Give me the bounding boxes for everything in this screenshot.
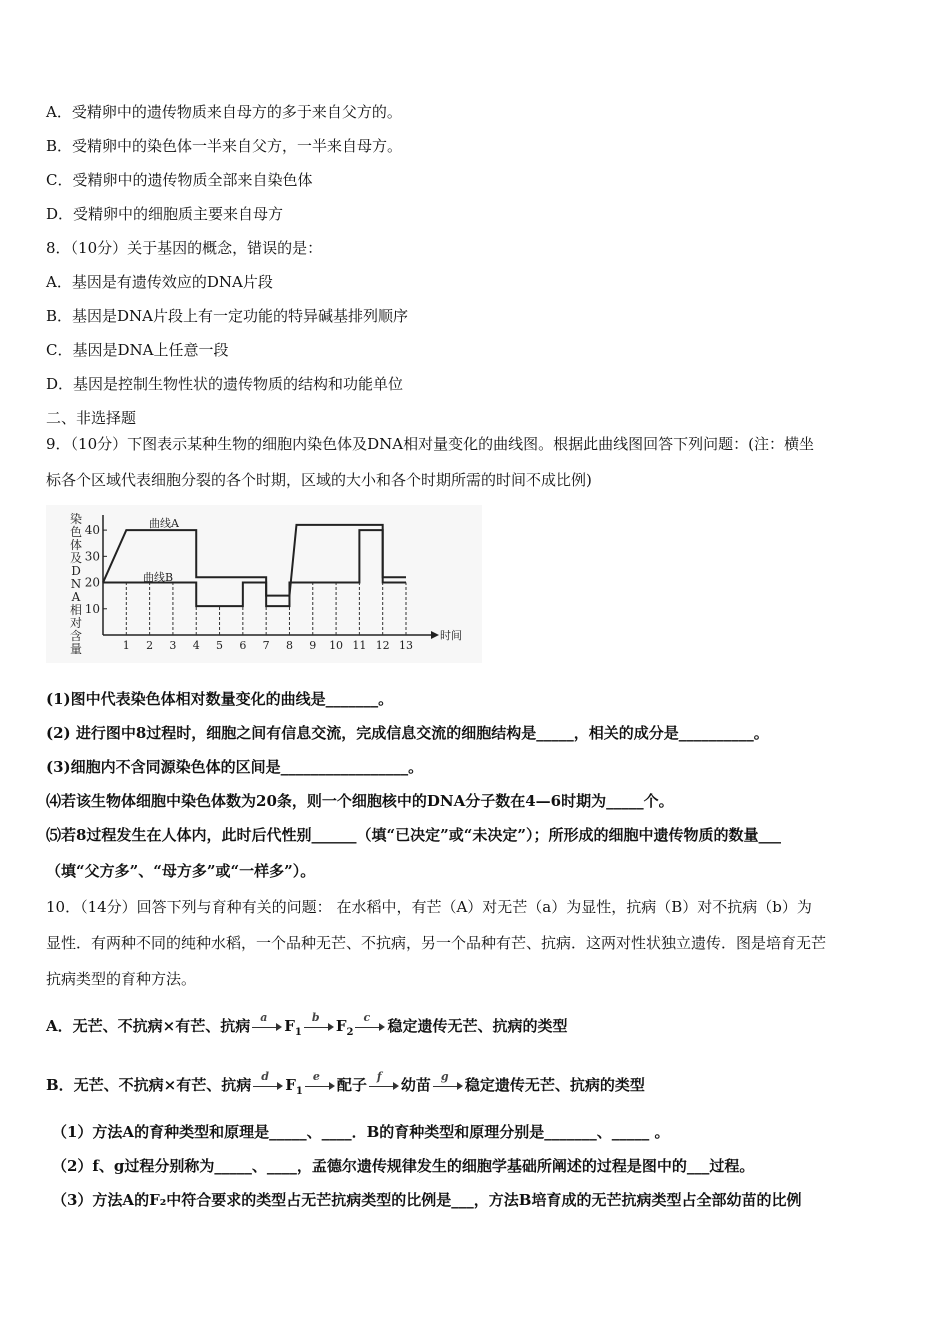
arrow-b-icon: b [304,1020,334,1034]
method-a-f2: $F_2$ [335,1017,354,1038]
x-tick-label: 10 [329,639,344,652]
y-label-char: 染 [69,512,83,526]
q9-sub3: (3)细胞内不含同源染色体的区间是_________________。 [46,758,424,776]
q10-stem-line2: 显性．有两种不同的纯种水稻，一个品种无芒、不抗病，另一个品种有芒、抗病．这两对性状独立遗传．图是培育无芒 [46,934,827,952]
method-a-prefix: A．无芒、不抗病×有芒、抗病 [46,1017,251,1035]
y-label-char: A [71,590,81,604]
q9-sub5-line1: ⑸若8过程发生在人体内，此时后代性别______（填“已决定”或“未决定”）；所形成的细胞中遗传物质的数量___ [46,826,781,844]
q10-sub2: （2）f、g过程分别称为_____、____，孟德尔遗传规律发生的细胞学基础所阐述的过程是图中的___过程。 [52,1157,755,1175]
x-tick-label: 8 [285,639,293,652]
x-axis-label: 时间 [440,629,462,642]
q10-stem-line1: 10．（14分）回答下列与育种有关的问题： 在水稻中，有芒（A）对无芒（a）为显性，抗病（B）对不抗病（b）为 [46,898,812,916]
method-b-seedling: 幼苗 [400,1076,431,1094]
y-tick-label: 20 [84,575,100,590]
q7-option-c: C．受精卵中的遗传物质全部来自染色体 [46,171,313,189]
method-b-prefix: B．无芒、不抗病×有芒、抗病 [46,1076,252,1094]
q9-stem-line2: 标各个区域代表细胞分裂的各个时期，区域的大小和各个时期所需的时间不成比例) [46,471,592,489]
x-tick-label: 4 [192,639,200,652]
series-label-b: 曲线B [143,571,174,584]
y-tick-label: 30 [84,549,100,564]
arrow-f-icon: f [369,1079,399,1093]
q7-option-a: A．受精卵中的遗传物质来自母方的多于来自父方的。 [46,103,402,121]
method-a-suffix: 稳定遗传无芒、抗病的类型 [387,1017,568,1035]
q8-option-a: A．基因是有遗传效应的DNA片段 [46,273,273,291]
q9-sub4: ⑷若该生物体细胞中染色体数为20条，则一个细胞核中的DNA分子数在4—6时期为_____个。 [46,792,674,810]
q9-sub1: (1)图中代表染色体相对数量变化的曲线是_______。 [46,690,394,708]
arrow-d-icon: d [253,1079,283,1093]
x-tick-label: 9 [309,639,317,652]
y-label-char: 体 [69,538,83,552]
q8-option-d: D．基因是控制生物性状的遗传物质的结构和功能单位 [46,375,404,393]
q8-stem: 8．（10分）关于基因的概念，错误的是： [46,239,323,257]
q10-sub1: （1）方法A的育种类型和原理是_____、____．B的育种类型和原理分别是_______、_____ 。 [52,1123,670,1141]
x-tick-label: 2 [146,639,154,652]
y-tick-label: 10 [84,601,100,616]
q10-method-b [46,1070,645,1102]
y-axis-label [70,511,82,656]
arrow-a-icon: a [252,1020,282,1034]
q9-sub5-line2: （填“父方多”、“母方多”或“一样多”）。 [46,862,316,880]
y-label-char: 含 [69,629,83,643]
q8-option-c: C．基因是DNA上任意一段 [46,341,229,359]
y-label-char: 色 [69,525,83,539]
y-label-char: 相 [69,603,83,617]
q9-stem-line1: 9．（10分）下图表示某种生物的细胞内染色体及DNA相对量变化的曲线图。根据此曲线图回答下列问题：(注：横坐 [46,435,814,453]
y-label-char: D [71,564,81,578]
x-tick-label: 13 [399,639,413,652]
series-label-a: 曲线A [149,517,179,530]
y-label-char: 对 [69,616,83,630]
method-b-f1: $F_1$ [285,1076,303,1097]
x-tick-label: 5 [216,639,224,652]
q9-sub2: (2) 进行图中8过程时，细胞之间有信息交流，完成信息交流的细胞结构是_____，相关的成分是__________。 [46,724,769,742]
y-label-char: 及 [69,551,83,565]
q10-method-a [46,1011,568,1043]
y-label-char: 量 [69,642,83,656]
q7-option-b: B．受精卵中的染色体一半来自父方，一半来自母方。 [46,137,403,155]
q8-option-b: B．基因是DNA片段上有一定功能的特异碱基排列顺序 [46,307,409,325]
method-a-f1: $F_1$ [284,1017,302,1038]
x-tick-label: 11 [352,639,367,652]
x-tick-label: 12 [375,639,390,652]
method-b-suffix: 稳定遗传无芒、抗病的类型 [464,1076,645,1094]
y-tick-label: 40 [84,523,100,538]
section-title: 二、非选择题 [46,409,137,427]
arrow-g-icon: g [433,1079,463,1093]
y-label-char: N [70,577,82,591]
chromosome-dna-chart [46,505,482,663]
x-tick-label: 6 [239,639,247,652]
method-b-gamete: 配子 [336,1076,367,1094]
q10-stem-line3: 抗病类型的育种方法。 [46,970,197,988]
q7-option-d: D．受精卵中的细胞质主要来自母方 [46,205,284,223]
q10-sub3: （3）方法A的F₂中符合要求的类型占无芒抗病类型的比例是___，方法B培育成的无芒抗病类型占全部幼苗的比例 [52,1191,802,1209]
arrow-c-icon: c [355,1020,385,1034]
arrow-e-icon: e [305,1079,335,1093]
x-tick-label: 3 [169,639,177,652]
x-tick-label: 1 [122,639,130,652]
x-tick-label: 7 [262,639,270,652]
